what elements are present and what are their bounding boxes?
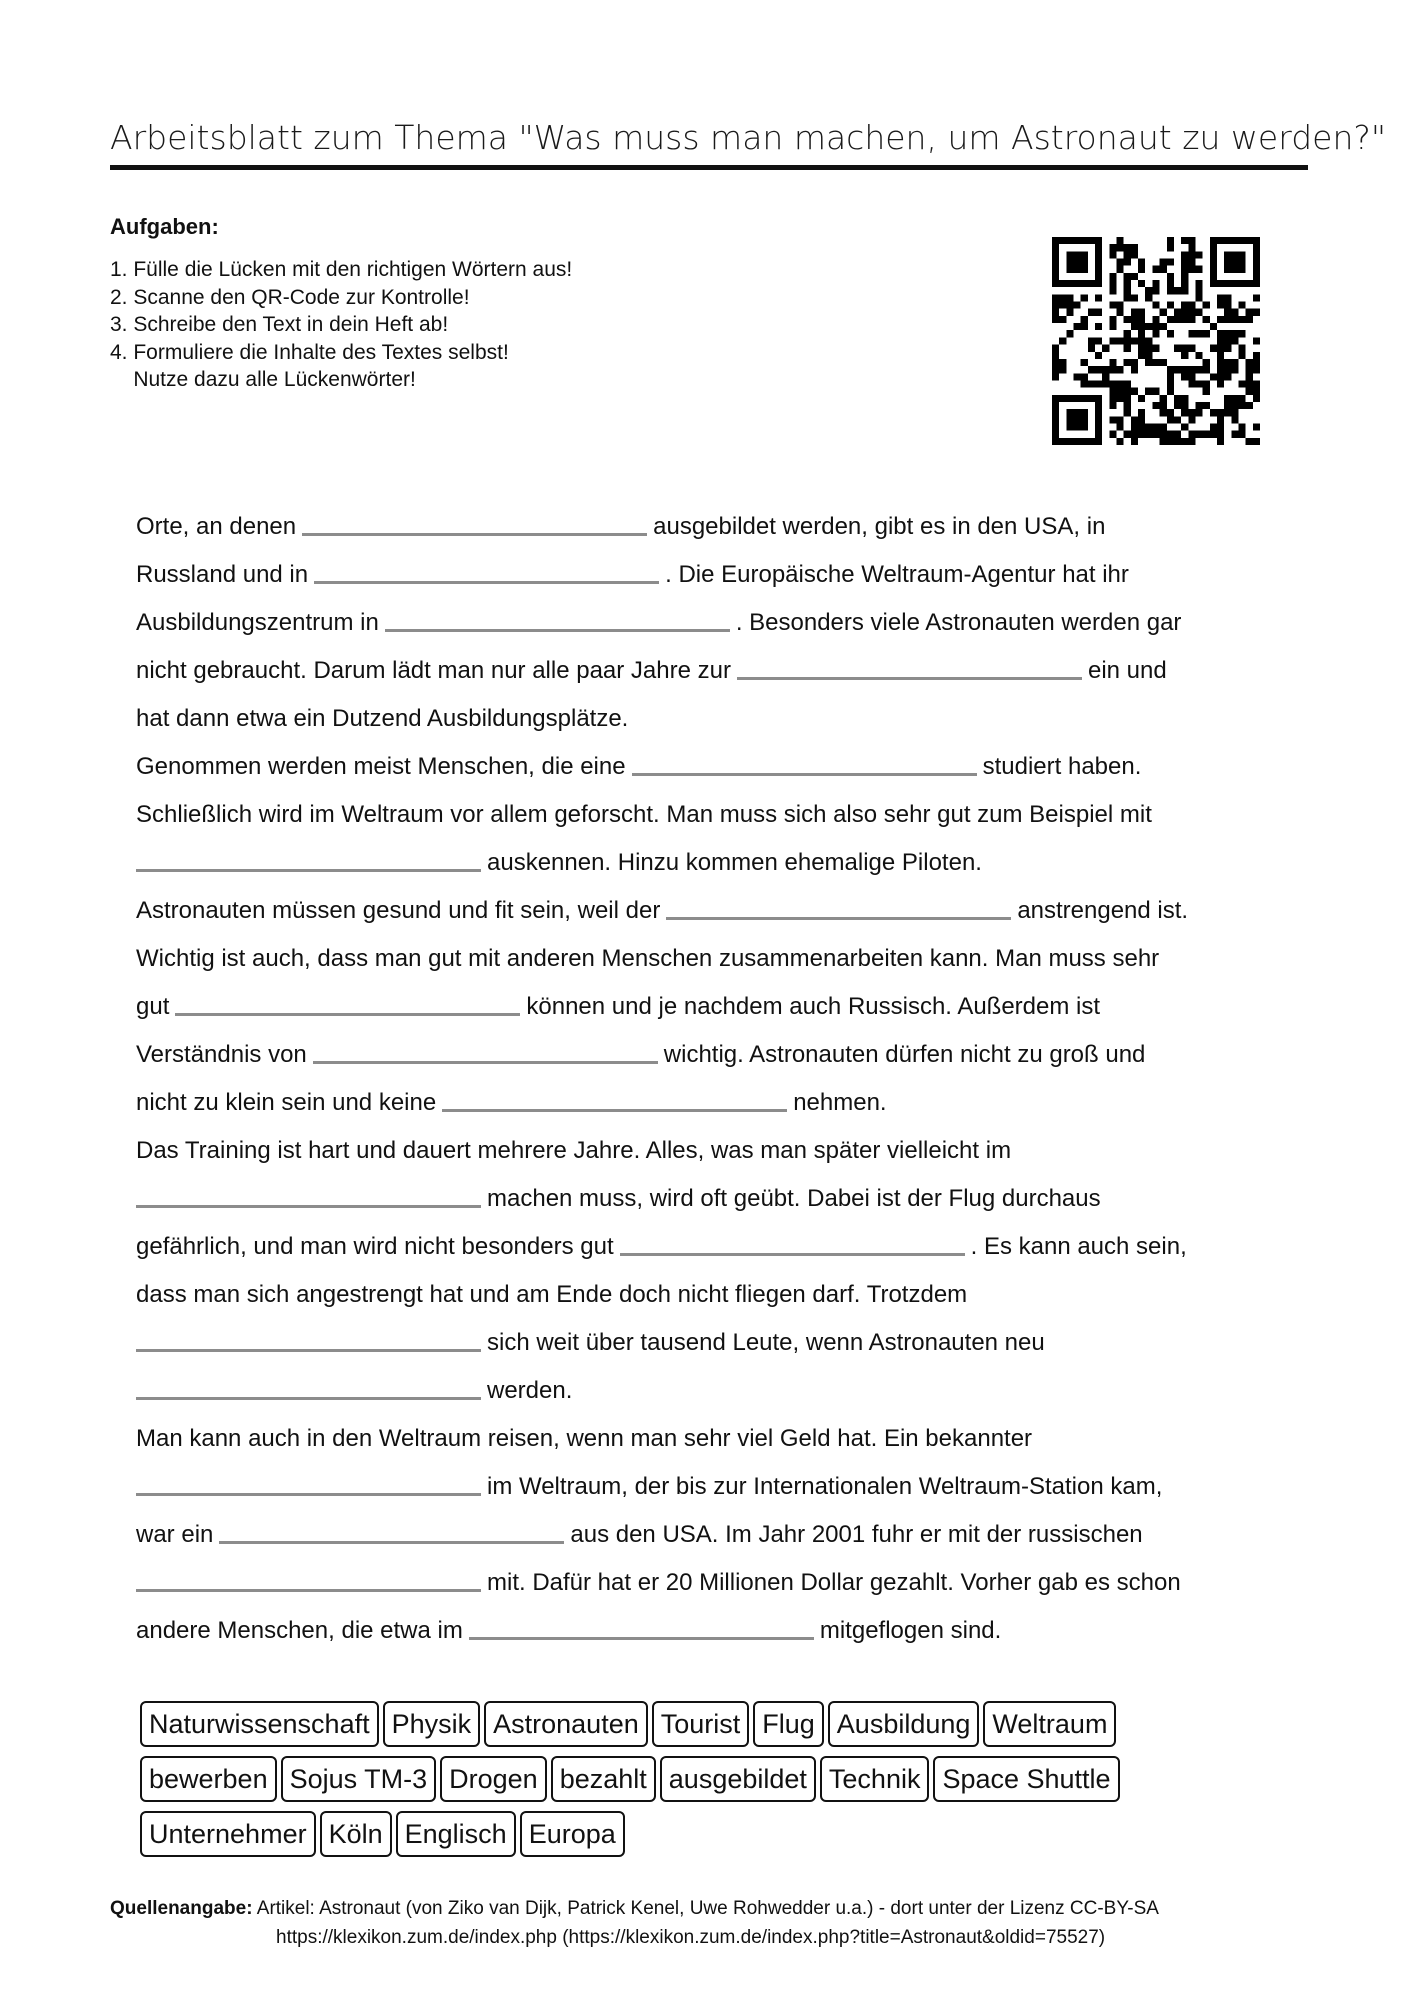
cloze-segment: gut [136,993,170,1020]
cloze-line [136,1463,1296,1511]
task-item: 4. Formuliere die Inhalte des Textes selbst! [110,340,509,364]
blank-gap[interactable] [136,1563,481,1592]
word-chip: Ausbildung [828,1701,980,1747]
cloze-segment: anstrengend ist. [1017,897,1189,924]
cloze-segment: sich weit über tausend Leute, wenn Astronauten neu [487,1329,1045,1356]
cloze-segment: . Die Europäische Weltraum-Agentur hat ihr [665,561,1129,588]
blank-gap[interactable] [737,651,1082,680]
blank-gap[interactable] [136,1179,481,1208]
cloze-segment: wichtig. Astronauten dürfen nicht zu groß und [663,1041,1146,1068]
cloze-segment: ausgebildet werden, gibt es in den USA, in [653,513,1106,540]
cloze-line [136,1031,1296,1079]
cloze-line [136,935,1296,983]
cloze-text [136,503,1296,1655]
word-row [140,1811,1280,1866]
word-chip: Weltraum [983,1701,1116,1747]
cloze-segment: Wichtig ist auch, dass man gut mit anderen Menschen zusammenarbeiten kann. Man muss sehr [136,945,1160,972]
cloze-line [136,1319,1296,1367]
cloze-line [136,1271,1296,1319]
cloze-segment: . Es kann auch sein, [970,1233,1187,1260]
cloze-line [136,1607,1296,1655]
cloze-segment: andere Menschen, die etwa im [136,1617,463,1644]
word-chip: Astronauten [484,1701,648,1747]
blank-gap[interactable] [469,1611,814,1640]
cloze-segment: gefährlich, und man wird nicht besonders gut [136,1233,614,1260]
task-item: 1. Fülle die Lücken mit den richtigen Wörtern aus! [110,258,573,281]
cloze-segment: aus den USA. Im Jahr 2001 fuhr er mit der russischen [570,1521,1143,1548]
cloze-segment: können und je nachdem auch Russisch. Außerdem ist [526,993,1101,1020]
blank-gap[interactable] [313,1035,658,1064]
task-list [110,256,572,394]
cloze-line [136,599,1296,647]
tasks-heading: Aufgaben: [110,214,219,239]
cloze-segment: mitgeflogen sind. [819,1617,1002,1644]
blank-gap[interactable] [136,1323,481,1352]
cloze-segment: studiert haben. [982,753,1142,780]
blank-gap[interactable] [385,603,730,632]
blank-gap[interactable] [442,1083,787,1112]
cloze-line [136,1511,1296,1559]
cloze-line [136,503,1296,551]
cloze-line [136,983,1296,1031]
task-item: Nutze dazu alle Lückenwörter! [110,368,416,391]
word-chip: Köln [320,1811,392,1857]
blank-gap[interactable] [136,1371,481,1400]
blank-gap[interactable] [632,747,977,776]
cloze-line [136,839,1296,887]
cloze-line [136,1223,1296,1271]
cloze-segment: Genommen werden meist Menschen, die eine [136,753,626,780]
cloze-line [136,1367,1296,1415]
cloze-segment: im Weltraum, der bis zur Internationalen Weltraum-Station kam, [487,1473,1163,1500]
word-chip: Flug [753,1701,824,1747]
word-chip: Unternehmer [140,1811,316,1857]
word-chip: Sojus TM-3 [281,1756,437,1802]
word-chip: bezahlt [551,1756,656,1802]
word-chip: Europa [520,1811,625,1857]
cloze-line [136,743,1296,791]
cloze-segment: nicht zu klein sein und keine [136,1089,437,1116]
cloze-segment: mit. Dafür hat er 20 Millionen Dollar gezahlt. Vorher gab es schon [487,1569,1181,1596]
task-item: 3. Schreibe den Text in dein Heft ab! [110,313,449,336]
word-chip: Naturwissenschaft [140,1701,379,1747]
blank-gap[interactable] [136,843,481,872]
cloze-segment: Orte, an denen [136,513,297,540]
cloze-segment: Das Training ist hart und dauert mehrere Jahre. Alles, was man später vielleicht im [136,1137,1012,1164]
word-chip: Space Shuttle [933,1756,1119,1802]
cloze-segment: Astronauten müssen gesund und fit sein, weil der [136,897,661,924]
cloze-segment: war ein [136,1521,214,1548]
page-title: Arbeitsblatt zum Thema "Was muss man machen, um Astronaut zu werden?" [110,118,1387,157]
cloze-segment: Man kann auch in den Weltraum reisen, wenn man sehr viel Geld hat. Ein bekannter [136,1425,1033,1452]
cloze-segment: dass man sich angestrengt hat und am Ende doch nicht fliegen darf. Trotzdem [136,1281,968,1308]
cloze-segment: werden. [487,1377,573,1404]
source-label: Quellenangabe: [110,1898,253,1919]
cloze-segment: ein und [1087,657,1167,684]
source-url[interactable]: https://klexikon.zum.de/index.php (https://klexikon.zum.de/index.php?title=Astronaut&oldid=75527) [276,1927,1106,1948]
cloze-line [136,1415,1296,1463]
word-chip: Technik [820,1756,930,1802]
word-chip: Tourist [652,1701,750,1747]
title-underline [110,165,1308,170]
word-chip: bewerben [140,1756,277,1802]
word-row [140,1701,1280,1756]
cloze-line [136,1127,1296,1175]
cloze-line [136,695,1296,743]
cloze-segment: Ausbildungszentrum in [136,609,379,636]
word-chip: Physik [383,1701,481,1747]
cloze-line [136,887,1296,935]
cloze-line [136,1079,1296,1127]
blank-gap[interactable] [302,507,647,536]
blank-gap[interactable] [314,555,659,584]
blank-gap[interactable] [620,1227,965,1256]
source-citation [110,1894,1159,1952]
cloze-segment: hat dann etwa ein Dutzend Ausbildungsplätze. [136,705,629,732]
cloze-line [136,551,1296,599]
cloze-line [136,1559,1296,1607]
word-bank [140,1701,1280,1866]
task-item: 2. Scanne den QR-Code zur Kontrolle! [110,285,470,309]
cloze-line [136,647,1296,695]
cloze-segment: Russland und in [136,561,309,588]
cloze-segment: machen muss, wird oft geübt. Dabei ist der Flug durchaus [487,1185,1101,1212]
blank-gap[interactable] [666,891,1011,920]
word-chip: ausgebildet [660,1756,816,1802]
word-chip: Drogen [440,1756,547,1802]
cloze-segment: Verständnis von [136,1041,307,1068]
source-line: Artikel: Astronaut (von Ziko van Dijk, Patrick Kenel, Uwe Rohwedder u.a.) - dort unter der Lizenz CC-BY-SA [256,1898,1159,1919]
word-chip: Englisch [396,1811,516,1857]
cloze-segment: . Besonders viele Astronauten werden gar [735,609,1182,636]
cloze-segment: auskennen. Hinzu kommen ehemalige Piloten. [487,849,982,876]
cloze-segment: Schließlich wird im Weltraum vor allem geforscht. Man muss sich also sehr gut zum Beispiel mit [136,801,1152,828]
word-row [140,1756,1280,1811]
blank-gap[interactable] [219,1515,564,1544]
cloze-line [136,1175,1296,1223]
cloze-segment: nicht gebraucht. Darum lädt man nur alle paar Jahre zur [136,657,731,684]
qr-code-icon[interactable] [1052,237,1260,445]
cloze-segment: nehmen. [793,1089,887,1116]
cloze-line [136,791,1296,839]
blank-gap[interactable] [136,1467,481,1496]
blank-gap[interactable] [175,987,520,1016]
